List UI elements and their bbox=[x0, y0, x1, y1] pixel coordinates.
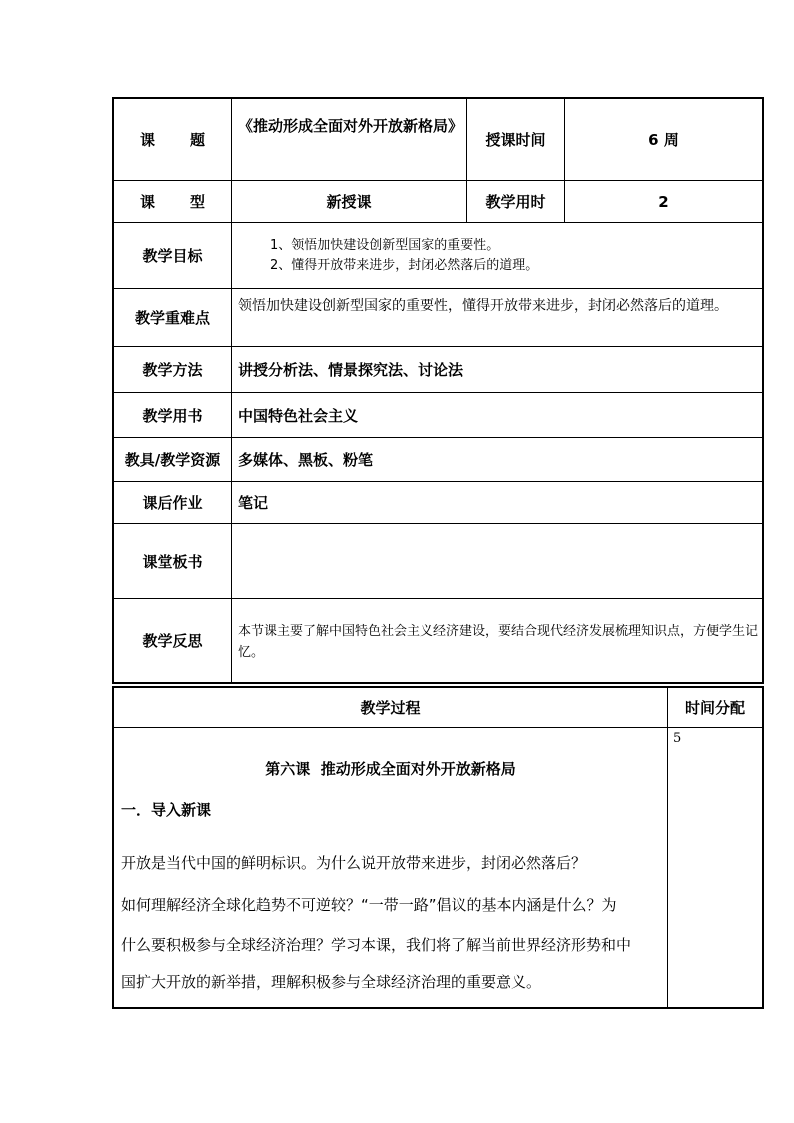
section-heading: 一．导入新课 bbox=[121, 801, 212, 819]
goal-item: 2、懂得开放带来进步，封闭必然落后的道理。 bbox=[270, 258, 539, 273]
type-label-left: 课 bbox=[140, 193, 156, 211]
teaching-time-value: 6 周 bbox=[648, 131, 679, 149]
paragraph-line: 什么要积极参与全球经济治理？学习本课，我们将了解当前世界经济形势和中 bbox=[121, 936, 632, 954]
key-points-value: 领悟加快建设创新型国家的重要性，懂得开放带来进步，封闭必然落后的道理。 bbox=[238, 298, 728, 314]
process-header: 教学过程 bbox=[360, 699, 421, 717]
paragraph-line: 国扩大开放的新举措，理解积极参与全球经济治理的重要意义。 bbox=[121, 973, 542, 991]
paragraph-line: 开放是当代中国的鲜明标识。为什么说开放带来进步，封闭必然落后？ bbox=[121, 854, 587, 872]
lesson-title: 第六课 推动形成全面对外开放新格局 bbox=[265, 759, 516, 778]
type-label bbox=[114, 181, 231, 222]
teaching-hours-value: 2 bbox=[658, 192, 669, 211]
reflection-label: 教学反思 bbox=[142, 632, 203, 650]
homework-label: 课后作业 bbox=[142, 494, 203, 512]
resources-label: 教具/教学资源 bbox=[124, 451, 221, 469]
textbook-label: 教学用书 bbox=[142, 406, 203, 425]
method-label: 教学方法 bbox=[142, 361, 203, 379]
paragraph-line: 如何理解经济全球化趋势不可逆较？“一带一路”倡议的基本内涵是什么？为 bbox=[121, 896, 617, 914]
teaching-hours-label: 教学用时 bbox=[485, 193, 546, 211]
table-border bbox=[112, 686, 114, 1009]
type-label-right: 型 bbox=[189, 193, 205, 211]
time-allocation-value: 5 bbox=[673, 731, 682, 746]
board-label: 课堂板书 bbox=[142, 552, 203, 571]
homework-value: 笔记 bbox=[238, 494, 269, 512]
topic-label-right: 题 bbox=[189, 131, 205, 149]
goal-item: 1、领悟加快建设创新型国家的重要性。 bbox=[270, 238, 500, 253]
topic-label bbox=[114, 99, 231, 180]
table-border bbox=[667, 686, 668, 1009]
type-value: 新授课 bbox=[326, 193, 372, 211]
table-border bbox=[762, 97, 764, 684]
resources-value: 多媒体、黑板、粉笔 bbox=[238, 451, 374, 469]
table-border bbox=[762, 686, 764, 1009]
topic-value: 《推动形成全面对外开放新格局》 bbox=[238, 117, 464, 135]
reflection-value: 本节课主要了解中国特色社会主义经济建设，要结合现代经济发展梳理知识点，方便学生记忆。 bbox=[238, 624, 759, 660]
method-value: 讲授分析法、情景探究法、讨论法 bbox=[238, 361, 464, 379]
teaching-time-label: 授课时间 bbox=[485, 131, 546, 149]
key-points-label: 教学重难点 bbox=[134, 309, 210, 327]
goals-label: 教学目标 bbox=[142, 247, 203, 265]
textbook-value: 中国特色社会主义 bbox=[238, 406, 359, 425]
goals-list bbox=[270, 236, 750, 276]
topic-label-left: 课 bbox=[140, 131, 156, 149]
time-allocation-header: 时间分配 bbox=[684, 699, 745, 717]
table-border bbox=[112, 682, 764, 684]
